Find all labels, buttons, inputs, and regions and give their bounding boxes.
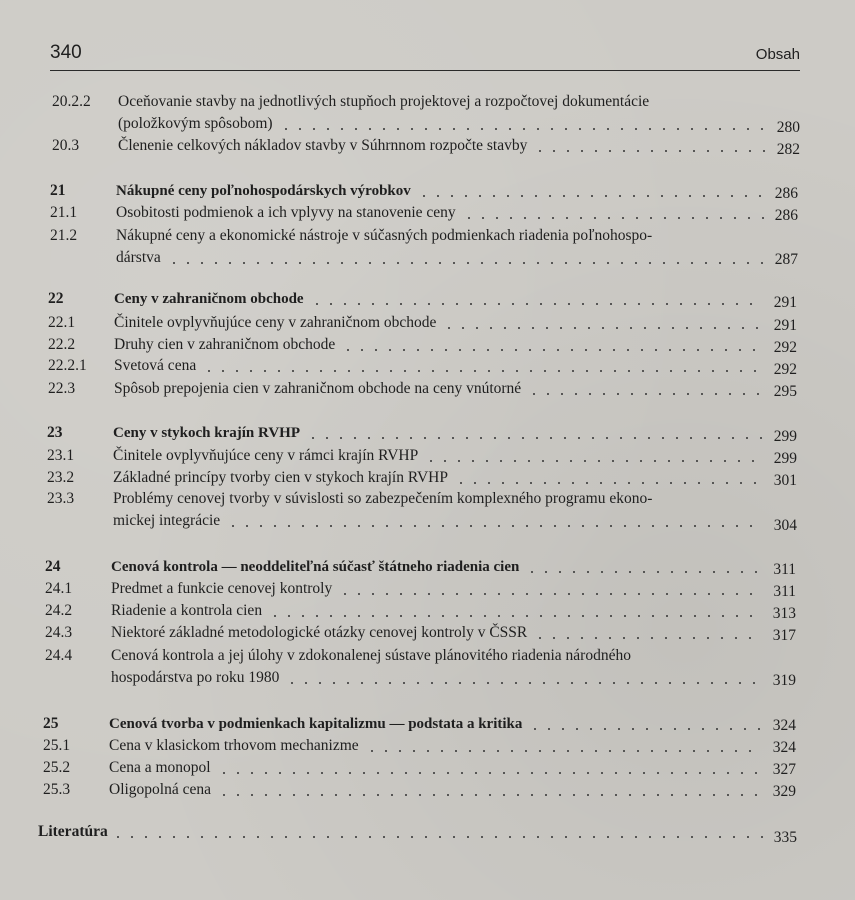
entry-page-number: 295	[773, 383, 797, 400]
entry-title: Ceny v stykoch krajín RVHP	[113, 425, 300, 441]
entry-number: 22.1	[48, 314, 76, 331]
entry-number: 20.3	[52, 137, 80, 154]
entry-page-number: 311	[773, 561, 796, 578]
dot-leader	[167, 262, 764, 264]
entry-title: Základné princípy tvorby cien v stykoch krajín RVHP	[113, 469, 448, 486]
entry-title: Činitele ovplyvňujúce ceny v rámci krajín RVHP	[113, 447, 419, 464]
dot-leader	[525, 571, 762, 573]
entry-title: dárstva	[116, 249, 161, 266]
entry-number: 22.3	[48, 380, 76, 397]
entry-page-number: 292	[773, 361, 797, 378]
entry-title: Cena v klasickom trhovom mechanizme	[109, 737, 359, 754]
entry-page-number: 317	[772, 627, 796, 644]
entry-title: Nákupné ceny a ekonomické nástroje v súčasných podmienkach riadenia poľnohospo-	[116, 227, 653, 244]
entry-number: 24	[45, 558, 61, 575]
dot-leader	[306, 437, 763, 439]
entry-number: 21.2	[50, 227, 78, 244]
entry-title: Spôsob prepojenia cien v zahraničnom obchode na ceny vnútorné	[114, 380, 522, 397]
entry-page-number: 304	[773, 517, 797, 534]
entry-number: 25.3	[43, 781, 71, 798]
entry-number: 23.2	[47, 469, 75, 486]
entry-title: Cena a monopol	[109, 759, 211, 776]
entry-number: 25.1	[43, 737, 71, 754]
entry-title: Nákupné ceny poľnohospodárskych výrobkov	[116, 183, 411, 199]
entry-title: Oligopolná cena	[109, 781, 212, 798]
entry-page-number: 327	[772, 761, 796, 778]
dot-leader	[527, 393, 763, 395]
dot-leader	[528, 728, 762, 730]
entry-page-number: 335	[773, 829, 797, 846]
entry-title: mickej integrácie	[113, 512, 221, 529]
entry-number: 22.2	[48, 336, 76, 353]
entry-number: 23.1	[47, 447, 75, 464]
entry-title: hospodárstva po roku 1980	[111, 669, 280, 686]
entry-number: 25.2	[43, 759, 71, 776]
entry-page-number: 324	[772, 739, 796, 756]
entry-title: Osobitosti podmienok a ich vplyvy na stanovenie ceny	[116, 204, 456, 221]
entry-number: 24.4	[45, 647, 73, 664]
entry-title: Ceny v zahraničnom obchode	[114, 291, 304, 307]
entry-page-number: 292	[773, 339, 797, 356]
entry-page-number: 291	[773, 294, 797, 311]
entry-title: Predmet a funkcie cenovej kontroly	[111, 580, 333, 597]
dot-leader	[279, 128, 766, 130]
entry-number: 24.1	[45, 580, 73, 597]
entry-page-number: 313	[772, 605, 796, 622]
entry-title: Niektoré základné metodologické otázky cenovej kontroly v ČSSR	[111, 624, 528, 641]
entry-number: 24.2	[45, 602, 73, 619]
entry-number: 21.1	[50, 204, 78, 221]
dot-leader	[442, 327, 763, 329]
dot-leader	[533, 150, 766, 152]
entry-number: 21	[50, 182, 66, 199]
entry-title: Svetová cena	[114, 357, 197, 374]
entry-title: Riadenie a kontrola cien	[111, 602, 263, 619]
dot-leader	[424, 460, 763, 462]
dot-leader	[365, 750, 762, 752]
entry-number: 25	[43, 715, 59, 732]
dot-leader	[268, 615, 762, 617]
entry-page-number: 311	[773, 583, 796, 600]
entry-page-number: 329	[772, 783, 796, 800]
entry-title: Cenová kontrola — neoddeliteľná súčasť štátneho riadenia cien	[111, 559, 520, 575]
dot-leader	[217, 772, 762, 774]
entry-page-number: 301	[773, 472, 797, 489]
entry-number: 23.3	[47, 490, 75, 507]
entry-number: 23	[47, 424, 63, 441]
entry-page-number: 286	[774, 207, 798, 224]
dot-leader	[226, 525, 763, 527]
entry-title: Problémy cenovej tvorby v súvislosti so zabezpečením komplexného programu ekono-	[113, 490, 653, 507]
entry-title: Činitele ovplyvňujúce ceny v zahraničnom obchode	[114, 314, 437, 331]
entry-number: 20.2.2	[52, 93, 91, 110]
entry-page-number: 299	[773, 450, 797, 467]
dot-leader	[454, 482, 763, 484]
entry-number: Literatúra	[38, 823, 108, 840]
dot-leader	[417, 195, 764, 197]
dot-leader	[310, 303, 763, 305]
entry-page-number: 319	[772, 672, 796, 689]
dot-leader	[285, 682, 762, 684]
entry-number: 24.3	[45, 624, 73, 641]
entry-title: Oceňovanie stavby na jednotlivých stupňoch projektovej a rozpočtovej dokumentácie	[118, 93, 650, 110]
entry-page-number: 286	[774, 185, 798, 202]
entry-page-number: 280	[776, 119, 800, 136]
running-title: Obsah	[755, 46, 800, 63]
entry-number: 22.2.1	[48, 357, 87, 374]
entry-title: (položkovým spôsobom)	[118, 115, 273, 132]
dot-leader	[111, 836, 763, 838]
dot-leader	[462, 217, 764, 219]
dot-leader	[217, 794, 762, 796]
dot-leader	[533, 637, 762, 639]
entry-page-number: 291	[773, 317, 797, 334]
entry-title: Druhy cien v zahraničnom obchode	[114, 336, 336, 353]
entry-title: Členenie celkových nákladov stavby v Súhrnnom rozpočte stavby	[118, 137, 528, 154]
entry-page-number: 287	[774, 251, 798, 268]
page-number: 340	[50, 42, 82, 63]
entry-page-number: 299	[773, 428, 797, 445]
entry-page-number: 324	[772, 717, 796, 734]
entry-title: Cenová tvorba v podmienkach kapitalizmu — podstata a kritika	[109, 716, 523, 732]
entry-number: 22	[48, 290, 64, 307]
dot-leader	[338, 593, 762, 595]
dot-leader	[341, 349, 763, 351]
entry-title: Cenová kontrola a jej úlohy v zdokonalenej sústave plánovitého riadenia národného	[111, 647, 631, 664]
dot-leader	[202, 370, 763, 372]
entry-page-number: 282	[776, 141, 800, 158]
